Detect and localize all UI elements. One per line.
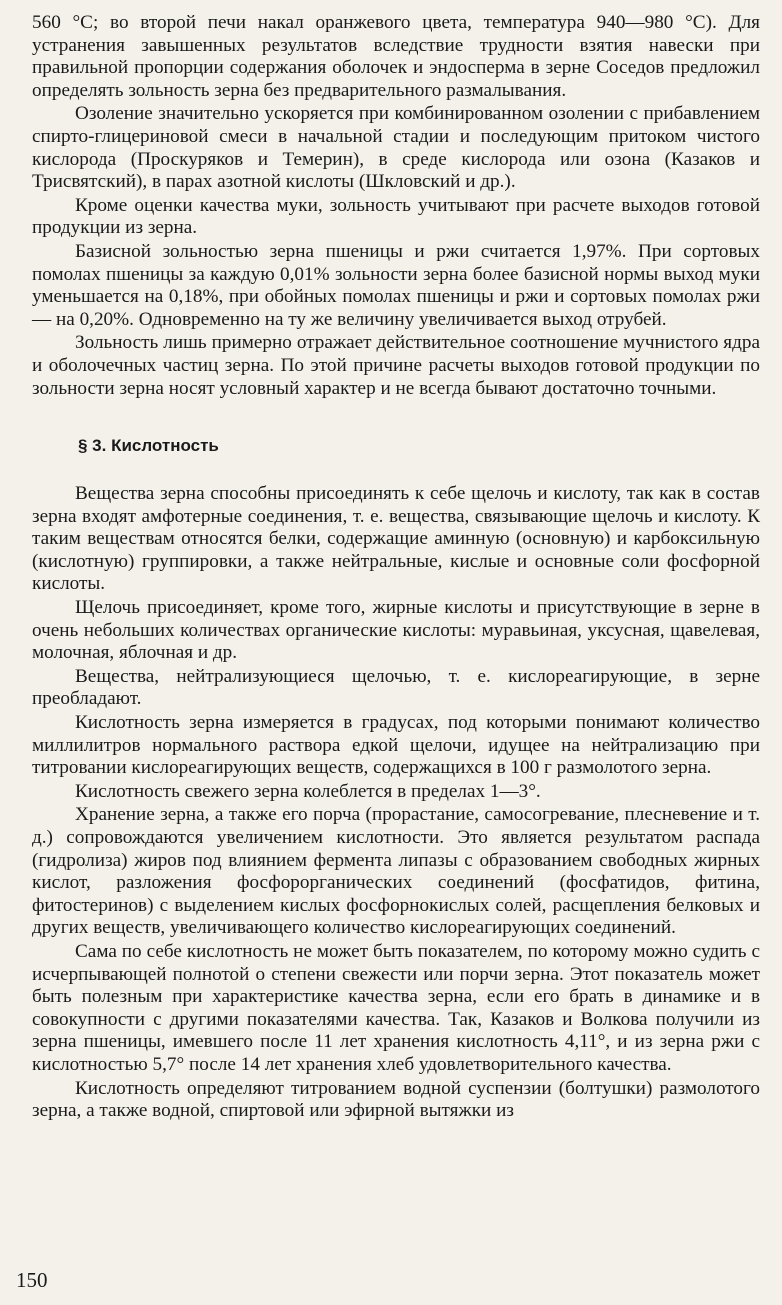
paragraph-continuation: 560 °C; во второй печи накал оранжевого цвета, температура 940—980 °C). Для устранения завышенных результатов вследствие трудности взятия навески при правильной пропорции содержания оболочек и эндосперма в зерне Соседов предложил определять зольность зерна без предварительного размалывания. — [32, 12, 760, 101]
paragraph-amphoteric: Вещества зерна способны присоединять к себе щелочь и кислоту, так как в состав зерна входят амфотерные соединения, т. е. вещества, связывающие щелочь и кислоту. К таким веществам относятся белки, содержащие аминную (основную) и карбоксильную (кислотную) группировки, а также нейтральные, кислые и основные соли фосфорной кислоты. — [32, 483, 760, 595]
paragraph-indicator: Сама по себе кислотность не может быть показателем, по которому можно судить с исчерпывающей полнотой о степени свежести или порчи зерна. Этот показатель может быть полезным при характеристике качества зерна, если его брать в динамике и в совокупности с другими показателями качества. Так, Казаков и Волкова получили из зерна пшеницы, имевшего после 11 лет хранения кислотность 4,11°, и из зерна ржи с кислотностью 5,7° после 14 лет хранения хлеб удовлетворительного качества. — [32, 940, 760, 1075]
paragraph-storage: Хранение зерна, а также его порча (прорастание, самосогревание, плесневение и т. д.) сопровождаются увеличением кислотности. Это является результатом распада (гидролиза) жиров под влиянием фермента липазы с образованием свободных жирных кислот, разложения фосфорорганических соединений (фосфатидов, фитина, фитостеринов) с выделением кислых фосфорнокислых солей, расщепления белковых и других веществ, увеличивающего количество кислореагирующих соединений. — [32, 804, 760, 939]
paragraph-fresh-grain: Кислотность свежего зерна колеблется в пределах 1—3°. — [75, 780, 541, 802]
paragraph-acid-reacting: Вещества, нейтрализующиеся щелочью, т. е. кислореагирующие, в зерне преобладают. — [32, 665, 760, 710]
page-number: 150 — [16, 1268, 48, 1292]
paragraph-ash-ratio: Зольность лишь примерно отражает действительное соотношение мучнистого ядра и оболочечных частиц зерна. По этой причине расчеты выходов готовой продукции по зольности зерна носят условный характер и не всегда бывают достаточно точными. — [32, 332, 760, 399]
paragraph-acidity-degrees: Кислотность зерна измеряется в градусах, под которыми понимают количество миллилитров нормального раствора едкой щелочи, идущее на нейтрализацию при титровании кислореагирующих веществ, содержащихся в 100 г размолотого зерна. — [32, 712, 760, 779]
paragraph-titration: Кислотность определяют титрованием водной суспензии (болтушки) размолотого зерна, а также водной, спиртовой или эфирной вытяжки из — [32, 1077, 760, 1122]
paragraph-flour-quality: Кроме оценки качества муки, зольность учитывают при расчете выходов готовой продукции из зерна. — [32, 194, 760, 239]
paragraph-basis-ash: Базисной зольностью зерна пшеницы и ржи считается 1,97%. При сортовых помолах пшеницы за каждую 0,01% зольности зерна более базисной нормы выход муки уменьшается на 0,18%, при обойных помолах пшеницы и ржи и сортовых помолах ржи — на 0,20%. Одновременно на ту же величину увеличивается выход отрубей. — [32, 240, 760, 330]
paragraph-ashing-acceleration: Озоление значительно ускоряется при комбинированном озолении с прибавлением спирто-глицериновой смеси в начальной стадии и последующим притоком чистого кислорода (Проскуряков и Темерин), в среде кислорода или озона (Казаков и Трисвятский), в парах азотной кислоты (Шкловский и др.). — [32, 103, 760, 193]
section-heading: § 3. Кислотность — [78, 436, 219, 456]
paragraph-alkali: Щелочь присоединяет, кроме того, жирные кислоты и присутствующие в зерне в очень небольших количествах органические кислоты: муравьиная, уксусная, щавелевая, молочная, яблочная и др. — [32, 597, 760, 664]
